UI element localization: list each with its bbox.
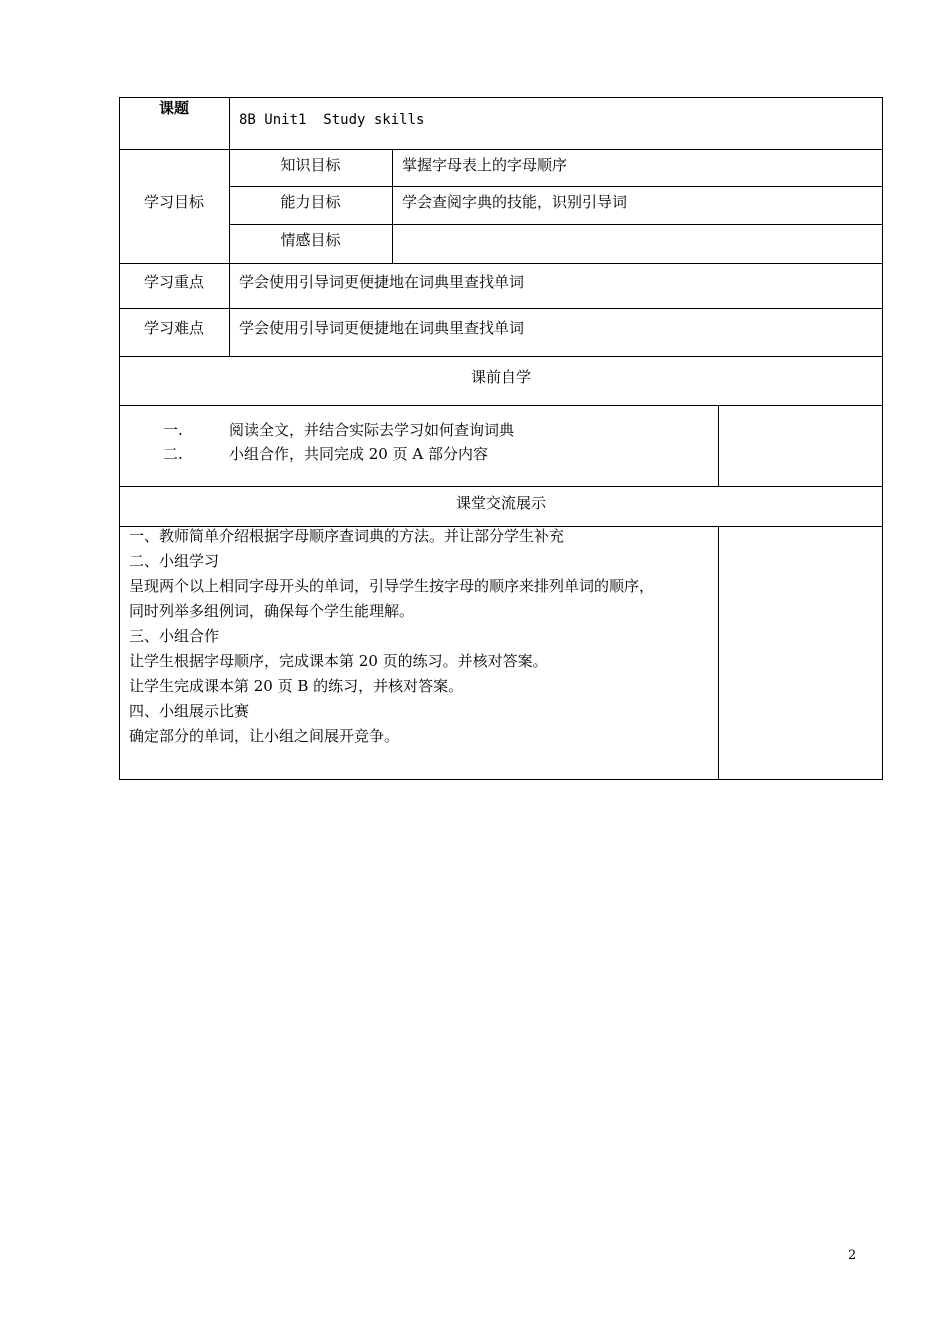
- classroom-title: 课堂交流展示: [455, 494, 546, 512]
- classroom-line: 四、小组展示比赛: [129, 702, 250, 720]
- table-rule: [119, 149, 883, 150]
- table-rule: [119, 263, 883, 264]
- preview-item-num: 一.: [163, 421, 183, 439]
- objective-value-knowledge: 掌握字母表上的字母顺序: [402, 156, 568, 174]
- table-rule: [119, 356, 883, 357]
- preview-title: 课前自学: [470, 368, 531, 386]
- table-border-right: [882, 97, 883, 780]
- preview-item-text: 小组合作，共同完成 20 页 A 部分内容: [229, 445, 488, 463]
- classroom-line: 同时列举多组例词，确保每个学生能理解。: [129, 602, 415, 620]
- table-rule: [229, 224, 883, 225]
- difficult-point-label: 学习难点: [143, 319, 204, 337]
- preview-item-num: 二.: [163, 445, 183, 463]
- objective-name-ability: 能力目标: [280, 193, 341, 211]
- table-rule: [119, 308, 883, 309]
- difficult-point-value: 学会使用引导词更便捷地在词典里查找单词: [239, 319, 525, 337]
- classroom-line: 二、小组学习: [129, 552, 220, 570]
- table-border-top: [119, 97, 883, 98]
- objectives-label: 学习目标: [143, 193, 204, 211]
- table-border-bottom: [119, 779, 883, 780]
- table-rule: [119, 486, 883, 487]
- table-col-divider: [229, 97, 230, 357]
- classroom-line: 确定部分的单词，让小组之间展开竞争。: [129, 727, 400, 745]
- table-rule: [119, 405, 883, 406]
- classroom-line: 三、小组合作: [129, 627, 220, 645]
- page-number: 2: [848, 1248, 857, 1263]
- table-col-divider: [718, 526, 719, 780]
- topic-value: 8B Unit1 Study skills: [239, 112, 425, 128]
- classroom-line: 让学生完成课本第 20 页 B 的练习，并核对答案。: [129, 677, 464, 695]
- objective-name-knowledge: 知识目标: [280, 156, 341, 174]
- classroom-line: 呈现两个以上相同字母开头的单词，引导学生按字母的顺序来排列单词的顺序，: [129, 577, 655, 595]
- objective-value-ability: 学会查阅字典的技能，识别引导词: [402, 193, 628, 211]
- key-point-value: 学会使用引导词更便捷地在词典里查找单词: [239, 273, 525, 291]
- objective-name-emotion: 情感目标: [280, 231, 341, 249]
- preview-item-text: 阅读全文，并结合实际去学习如何查询词典: [229, 421, 515, 439]
- classroom-line: 一、教师简单介绍根据字母顺序查词典的方法。并让部分学生补充: [129, 527, 565, 545]
- classroom-line: 让学生根据字母顺序，完成课本第 20 页的练习。并核对答案。: [129, 652, 548, 670]
- table-col-divider: [392, 149, 393, 264]
- table-rule: [229, 186, 883, 187]
- topic-label: 课题: [158, 99, 189, 117]
- table-col-divider: [718, 405, 719, 487]
- key-point-label: 学习重点: [143, 273, 204, 291]
